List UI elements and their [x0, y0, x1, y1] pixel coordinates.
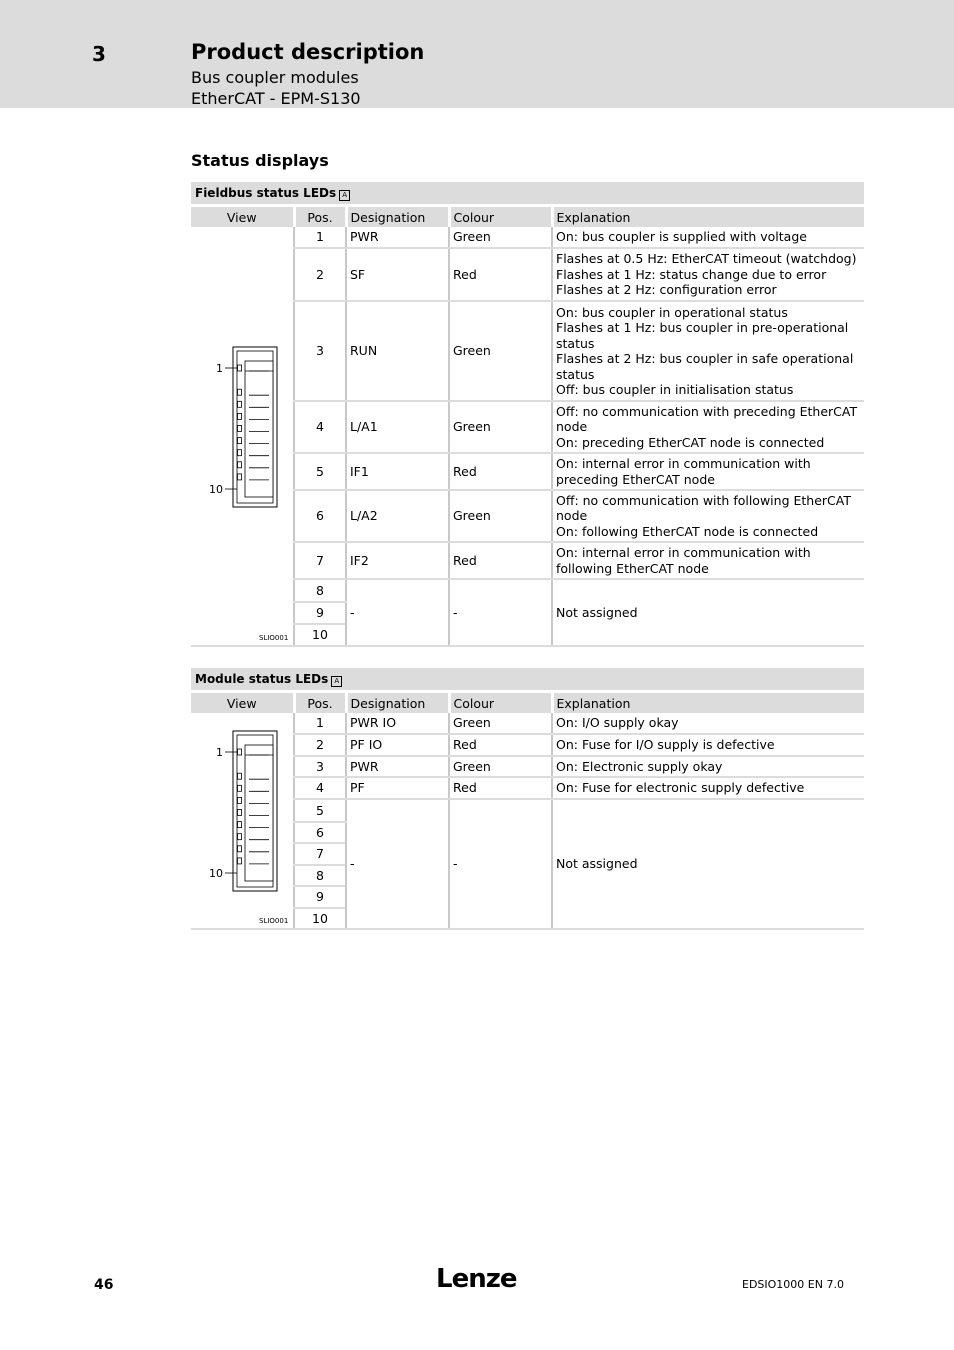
explanation-line: Off: bus coupler in initialisation status: [556, 382, 794, 397]
image-code: SLIO001: [259, 917, 289, 925]
view-cell: [191, 227, 294, 646]
pos-cell: 7: [294, 542, 346, 579]
designation-cell: -: [346, 579, 449, 646]
explanation-cell: [552, 301, 864, 401]
designation-cell: IF1: [346, 453, 449, 490]
table-row: [191, 227, 864, 248]
pos-cell: 5: [294, 453, 346, 490]
callout-a-icon: A: [331, 676, 342, 687]
explanation-line: Flashes at 2 Hz: configuration error: [556, 282, 777, 298]
explanation-line: On: preceding EtherCAT node is connected: [556, 434, 825, 450]
fieldbus-status-table: [191, 182, 864, 647]
colour-cell: Green: [449, 713, 552, 734]
explanation-line: Flashes at 1 Hz: status change due to error: [556, 266, 827, 282]
table-row: [191, 713, 864, 734]
designation-cell: PWR IO: [346, 713, 449, 734]
pos-cell: 1: [294, 713, 346, 734]
pos-cell: 3: [294, 756, 346, 777]
view-container: [191, 227, 293, 645]
colour-cell: -: [449, 799, 552, 929]
pos-cell: 1: [294, 227, 346, 248]
designation-cell: L/A1: [346, 401, 449, 453]
explanation-cell: Not assigned: [552, 799, 864, 929]
pos-cell: 8: [294, 865, 346, 886]
colour-cell: Green: [449, 227, 552, 248]
pos-cell: 3: [294, 301, 346, 401]
table-caption: [191, 182, 864, 207]
chapter-title: Product description: [191, 40, 425, 64]
view-cell: [191, 713, 294, 929]
explanation-cell: [552, 734, 864, 756]
view-container: [191, 713, 293, 928]
col-header-explanation: Explanation: [552, 693, 864, 713]
pos-cell: 7: [294, 843, 346, 865]
colour-cell: Green: [449, 756, 552, 777]
colour-cell: Red: [449, 248, 552, 301]
module-status-table: [191, 668, 864, 930]
colour-cell: Red: [449, 734, 552, 756]
header-band: [0, 0, 954, 108]
colour-cell: Red: [449, 542, 552, 579]
explanation-line: On: internal error in communication with preceding EtherCAT node: [556, 456, 811, 487]
explanation-line: Off: no communication with following EtherCAT node: [556, 492, 851, 524]
caption-text: Fieldbus status LEDs: [195, 186, 337, 200]
designation-cell: -: [346, 799, 449, 929]
col-header-view: View: [191, 207, 294, 227]
col-header-colour: Colour: [449, 693, 552, 713]
page-number: 46: [94, 1277, 114, 1293]
colour-cell: Green: [449, 490, 552, 542]
pos-cell: 4: [294, 777, 346, 799]
lenze-logo: Lenze: [436, 1264, 517, 1294]
colour-cell: Green: [449, 401, 552, 453]
explanation-line: On: following EtherCAT node is connected: [556, 523, 819, 539]
explanation-cell: Not assigned: [552, 579, 864, 646]
col-header-designation: Designation: [346, 207, 449, 227]
subtitle-line-2: EtherCAT - EPM-S130: [191, 89, 361, 108]
col-header-explanation: Explanation: [552, 207, 864, 227]
col-header-pos: Pos.: [294, 693, 346, 713]
explanation-line: On: Fuse for electronic supply defective: [556, 780, 805, 796]
explanation-cell: [552, 248, 864, 301]
led-label-top: 1: [216, 746, 223, 759]
designation-cell: L/A2: [346, 490, 449, 542]
document-id: EDSIO1000 EN 7.0: [742, 1278, 844, 1291]
designation-cell: PF IO: [346, 734, 449, 756]
explanation-line: On: internal error in communication with following EtherCAT node: [556, 545, 811, 576]
explanation-line: Flashes at 2 Hz: bus coupler in safe operational status: [556, 351, 854, 382]
pos-cell: 9: [294, 886, 346, 908]
callout-a-icon: A: [339, 190, 350, 201]
pos-cell: 4: [294, 401, 346, 453]
designation-cell: PF: [346, 777, 449, 799]
led-label-bottom: 10: [209, 867, 223, 880]
pos-cell: 5: [294, 799, 346, 822]
designation-cell: SF: [346, 248, 449, 301]
explanation-line: Flashes at 1 Hz: bus coupler in pre-operational status: [556, 320, 849, 351]
explanation-cell: [552, 777, 864, 799]
designation-cell: IF2: [346, 542, 449, 579]
image-code: SLIO001: [259, 634, 289, 642]
designation-cell: PWR: [346, 227, 449, 248]
led-module-diagram: [191, 713, 294, 928]
colour-cell: -: [449, 579, 552, 646]
explanation-cell: [552, 490, 864, 542]
colour-cell: Red: [449, 777, 552, 799]
explanation-cell: [552, 453, 864, 490]
pos-cell: 10: [294, 624, 346, 646]
table-caption: [191, 668, 864, 693]
pos-cell: 2: [294, 248, 346, 301]
explanation-line: On: bus coupler is supplied with voltage: [556, 229, 807, 245]
pos-cell: 9: [294, 602, 346, 624]
col-header-designation: Designation: [346, 693, 449, 713]
explanation-line: Off: no communication with preceding EtherCAT node: [556, 403, 858, 435]
colour-cell: Green: [449, 301, 552, 401]
pos-cell: 6: [294, 490, 346, 542]
designation-cell: PWR: [346, 756, 449, 777]
module-housing-icon: [191, 713, 294, 928]
col-header-colour: Colour: [449, 207, 552, 227]
explanation-line: On: Fuse for I/O supply is defective: [556, 737, 775, 753]
col-header-view: View: [191, 693, 294, 713]
fieldbus-led-table: [191, 207, 864, 647]
explanation-cell: [552, 542, 864, 579]
module-housing-icon: [191, 227, 294, 645]
explanation-line: Flashes at 0.5 Hz: EtherCAT timeout (watchdog): [556, 251, 857, 267]
col-header-pos: Pos.: [294, 207, 346, 227]
explanation-cell: [552, 401, 864, 453]
caption-text: Module status LEDs: [195, 672, 329, 686]
explanation-line: On: I/O supply okay: [556, 715, 679, 731]
led-module-diagram: [191, 227, 294, 645]
colour-cell: Red: [449, 453, 552, 490]
led-label-top: 1: [216, 362, 223, 375]
module-led-table: [191, 693, 864, 930]
explanation-cell: [552, 713, 864, 734]
explanation-line: On: bus coupler in operational status: [556, 304, 788, 320]
explanation-cell: [552, 227, 864, 248]
chapter-number: 3: [92, 42, 106, 66]
pos-cell: 2: [294, 734, 346, 756]
pos-cell: 10: [294, 908, 346, 929]
pos-cell: 6: [294, 822, 346, 843]
explanation-line: On: Electronic supply okay: [556, 758, 723, 774]
explanation-cell: [552, 756, 864, 777]
subtitle-line-1: Bus coupler modules: [191, 68, 359, 87]
section-title: Status displays: [191, 151, 329, 170]
pos-cell: 8: [294, 579, 346, 602]
designation-cell: RUN: [346, 301, 449, 401]
led-label-bottom: 10: [209, 483, 223, 496]
